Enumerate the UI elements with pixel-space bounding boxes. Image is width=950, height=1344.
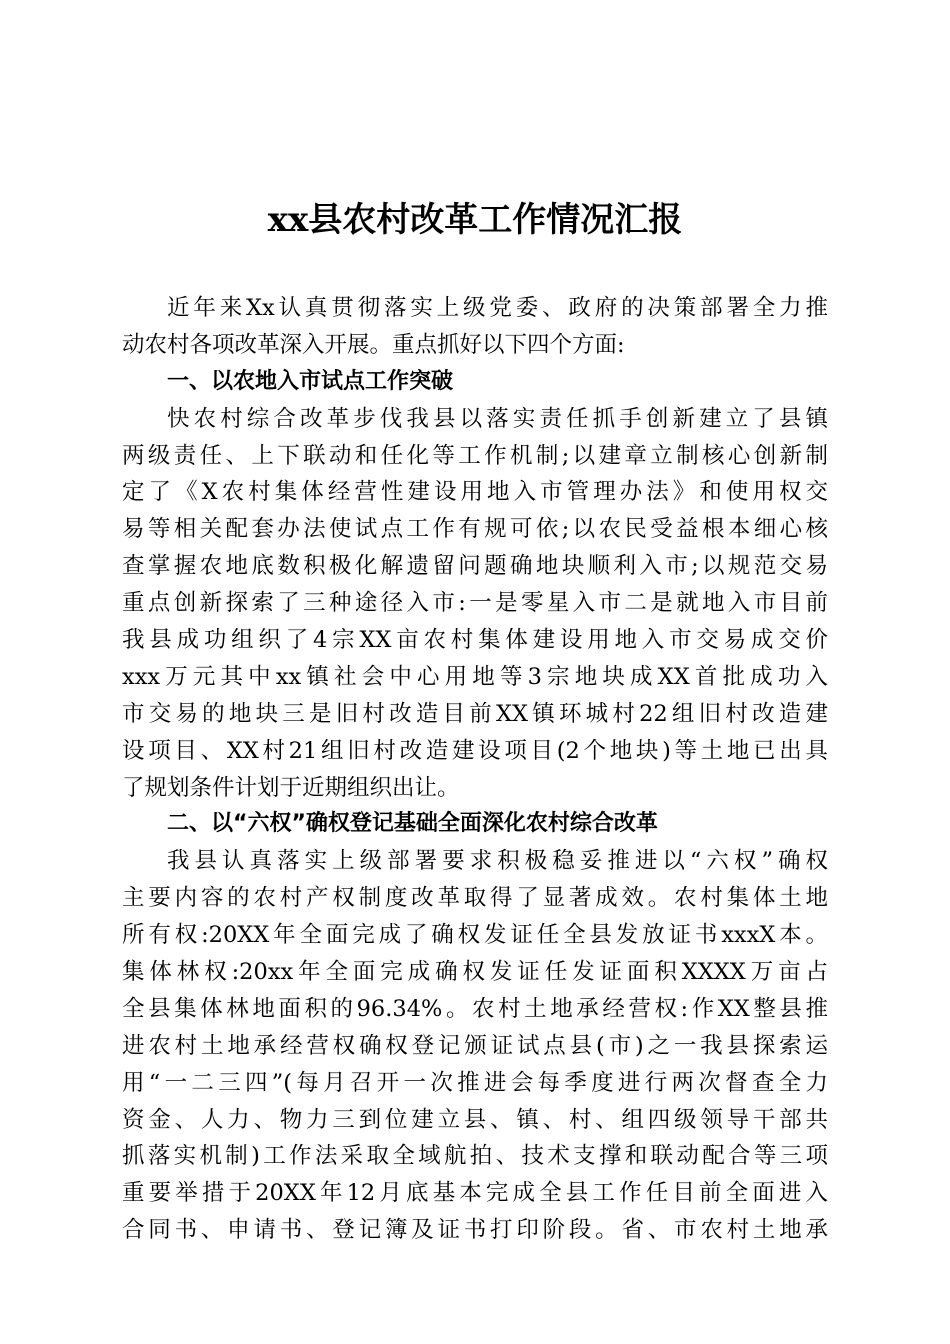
paragraph-line: 用“一二三四”(每月召开一次推进会每季度进行两次督查全力: [122, 1069, 828, 1096]
paragraph-line: 所有权:20XX年全面完成了确权发证任全县发放证书xxxX本。: [122, 922, 828, 949]
paragraph-line: 了规划条件计划于近期组织出让。: [122, 774, 460, 801]
paragraph-line: 资金、人力、物力三到位建立县、镇、村、组四级领导干部共: [122, 1106, 828, 1133]
paragraph-line: 两级责任、上下联动和任化等工作机制;以建章立制核心创新制: [122, 442, 828, 469]
paragraph-line: 快农村综合改革步伐我县以落实责任抓手创新建立了县镇: [167, 405, 828, 432]
paragraph-line: 查掌握农地底数积极化解遗留问题确地块顺利入市;以规范交易: [122, 553, 828, 580]
paragraph-line: 市交易的地块三是旧村改造目前XX镇环城村22组旧村改造建: [122, 700, 828, 727]
paragraph-line: 动农村各项改革深入开展。重点抓好以下四个方面:: [122, 331, 625, 358]
document-title: xx县农村改革工作情况汇报: [267, 200, 683, 240]
paragraph-line: 我县成功组织了4宗XX亩农村集体建设用地入市交易成交价: [122, 627, 828, 654]
paragraph-line: 重点创新探索了三种途径入市:一是零星入市二是就地入市目前: [122, 590, 828, 617]
paragraph-line: 进农村土地承经营权确权登记颁证试点县(市)之一我县探索运: [122, 1032, 828, 1059]
paragraph-line: 合同书、申请书、登记簿及证书打印阶段。省、市农村土地承: [122, 1217, 828, 1244]
paragraph-line: 主要内容的农村产权制度改革取得了显著成效。农村集体土地: [122, 885, 828, 912]
paragraph-line: 易等相关配套办法使试点工作有规可依;以农民受益根本细心核: [122, 516, 828, 543]
paragraph-line: 设项目、XX村21组旧村改造建设项目(2个地块)等土地已出具: [122, 737, 828, 764]
paragraph-line: 我县认真落实上级部署要求积极稳妥推进以“六权”确权: [167, 848, 828, 875]
paragraph-line: 集体林权:20xx年全面完成确权发证任发证面积XXXX万亩占: [122, 959, 828, 986]
section-heading: 一、以农地入市试点工作突破: [167, 368, 454, 394]
document-body: [122, 290, 828, 1249]
paragraph-line: 近年来Xx认真贯彻落实上级党委、政府的决策部署全力推: [167, 295, 828, 321]
paragraph-line: 重要举措于20XX年12月底基本完成全县工作任目前全面进入: [122, 1180, 828, 1207]
paragraph-line: 定了《X农村集体经营性建设用地入市管理办法》和使用权交: [122, 479, 828, 506]
paragraph-line: 抓落实机制)工作法采取全域航拍、技术支撑和联动配合等三项: [122, 1143, 828, 1170]
paragraph-line: xxx万元其中xx镇社会中心用地等3宗地块成XX首批成功入: [122, 663, 828, 690]
paragraph-line: 全县集体林地面积的96.34%。农村土地承经营权:作XX整县推: [122, 995, 828, 1022]
section-heading: 二、以“六权”确权登记基础全面深化农村综合改革: [167, 811, 658, 837]
